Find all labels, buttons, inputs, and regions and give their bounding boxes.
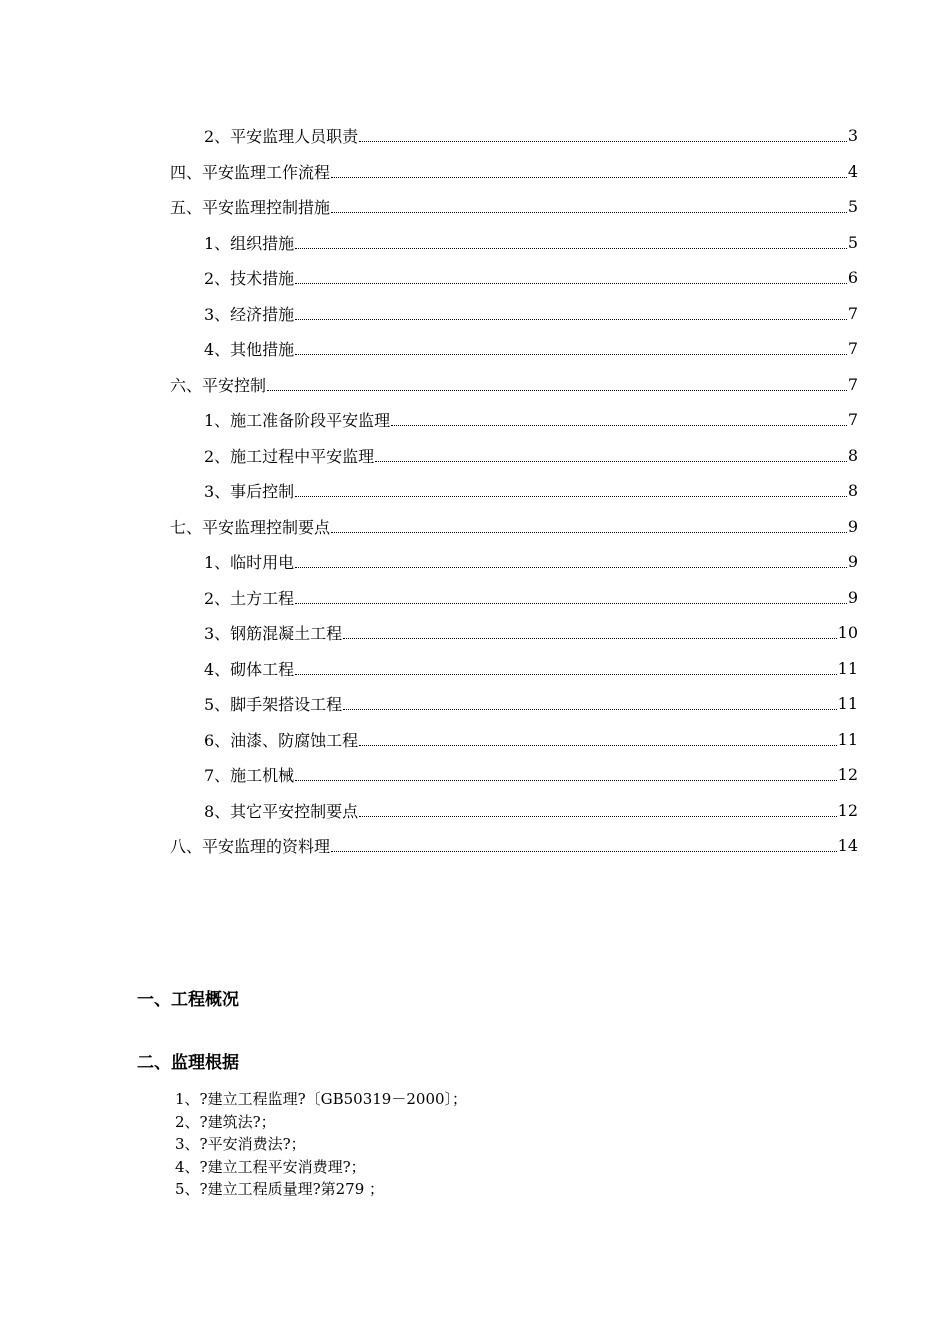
toc-entry-label: 1、临时用电	[204, 553, 295, 573]
toc-entry-page: 12	[837, 800, 858, 820]
section-heading-project-overview: 一、工程概况	[137, 990, 239, 1010]
toc-leader	[295, 248, 847, 249]
toc-entry-page: 7	[847, 339, 858, 359]
toc-entry-page: 11	[837, 694, 858, 714]
toc-leader	[295, 567, 847, 568]
toc-leader	[295, 780, 836, 781]
toc-entry[interactable]	[0, 828, 950, 864]
toc-entry[interactable]	[0, 473, 950, 509]
toc-leader	[331, 177, 847, 178]
toc-entry[interactable]	[0, 296, 950, 332]
toc-leader	[359, 141, 847, 142]
toc-leader	[343, 638, 836, 639]
toc-entry[interactable]	[0, 757, 950, 793]
toc-entry[interactable]	[0, 615, 950, 651]
toc-entry-page: 7	[847, 374, 858, 394]
toc-entry-page: 11	[837, 729, 858, 749]
toc-leader	[295, 496, 847, 497]
toc-entry-page: 4	[847, 161, 858, 181]
basis-list	[175, 1088, 467, 1201]
toc-entry-page: 10	[837, 623, 858, 643]
toc-entry-page: 5	[847, 232, 858, 252]
toc-entry-page: 3	[847, 126, 858, 146]
toc-leader	[295, 674, 836, 675]
toc-entry[interactable]	[0, 367, 950, 403]
toc-leader	[391, 425, 847, 426]
toc-entry-page: 8	[847, 481, 858, 501]
toc-entry-label: 2、土方工程	[204, 588, 295, 608]
basis-item: 2、?建筑法?；	[175, 1112, 276, 1131]
toc-entry-page: 14	[837, 836, 858, 856]
toc-leader	[343, 709, 836, 710]
toc-leader	[267, 390, 847, 391]
section-heading-supervision-basis: 二、监理根据	[137, 1053, 239, 1073]
toc-entry[interactable]	[0, 438, 950, 474]
toc-entry-label: 3、经济措施	[204, 304, 295, 324]
toc-entry-page: 7	[847, 410, 858, 430]
toc-entry-page: 7	[847, 303, 858, 323]
toc-entry-page: 5	[847, 197, 858, 217]
toc-entry-label: 4、砌体工程	[204, 659, 295, 679]
toc-leader	[359, 816, 836, 817]
toc-entry[interactable]	[0, 260, 950, 296]
toc-entry-label: 六、平安控制	[170, 375, 267, 395]
basis-item: 5、?建立工程质量理?第279 ；	[175, 1180, 385, 1198]
toc-entry-label: 2、技术措施	[204, 269, 295, 289]
toc-entry-page: 8	[847, 445, 858, 465]
toc-leader	[359, 745, 836, 746]
toc-leader	[295, 319, 847, 320]
toc-leader	[295, 354, 847, 355]
toc-entry-label: 3、钢筋混凝土工程	[204, 624, 343, 644]
toc-entry-label: 五、平安监理控制措施	[170, 198, 331, 218]
toc-entry-label: 4、其他措施	[204, 340, 295, 360]
toc-entry-label: 八、平安监理的资料理	[170, 837, 331, 857]
toc-entry-label: 七、平安监理控制要点	[170, 517, 331, 537]
toc-entry[interactable]	[0, 154, 950, 190]
toc-entry-label: 7、施工机械	[204, 766, 295, 786]
toc-entry-label: 6、油漆、防腐蚀工程	[204, 730, 359, 750]
toc-entry-label: 2、施工过程中平安监理	[204, 446, 375, 466]
basis-item: 1、?建立工程监理?〔GB50319－2000〕；	[175, 1090, 468, 1108]
toc-entry-page: 9	[847, 516, 858, 536]
toc-entry[interactable]	[0, 793, 950, 829]
toc-entry-label: 8、其它平安控制要点	[204, 801, 359, 821]
toc-entry[interactable]	[0, 118, 950, 154]
toc-entry-label: 3、事后控制	[204, 482, 295, 502]
toc-leader	[331, 851, 837, 852]
toc-entry[interactable]	[0, 509, 950, 545]
toc-entry-label: 2、平安监理人员职责	[204, 127, 359, 147]
basis-item: 3、?平安消费法?；	[175, 1135, 306, 1153]
toc-leader	[331, 212, 847, 213]
toc-leader	[375, 461, 847, 462]
toc-entry[interactable]	[0, 225, 950, 261]
toc-entry[interactable]	[0, 651, 950, 687]
toc-entry[interactable]	[0, 580, 950, 616]
toc-entry[interactable]	[0, 544, 950, 580]
toc-entry[interactable]	[0, 402, 950, 438]
toc-entry-page: 12	[837, 765, 858, 785]
toc-entry-page: 9	[847, 552, 858, 572]
toc-entry-label: 5、脚手架搭设工程	[204, 695, 343, 715]
toc-entry[interactable]	[0, 331, 950, 367]
table-of-contents	[0, 118, 950, 864]
toc-entry-label: 四、平安监理工作流程	[170, 162, 331, 182]
toc-entry[interactable]	[0, 686, 950, 722]
toc-entry-page: 11	[837, 658, 858, 678]
toc-entry-label: 1、组织措施	[204, 233, 295, 253]
toc-leader	[295, 603, 847, 604]
toc-entry-label: 1、施工准备阶段平安监理	[204, 411, 391, 431]
toc-entry[interactable]	[0, 189, 950, 225]
toc-leader	[331, 532, 847, 533]
toc-entry[interactable]	[0, 722, 950, 758]
toc-leader	[295, 283, 847, 284]
toc-entry-page: 6	[847, 268, 858, 288]
basis-item: 4、?建立工程平安消费理?；	[175, 1157, 366, 1176]
toc-entry-page: 9	[847, 587, 858, 607]
